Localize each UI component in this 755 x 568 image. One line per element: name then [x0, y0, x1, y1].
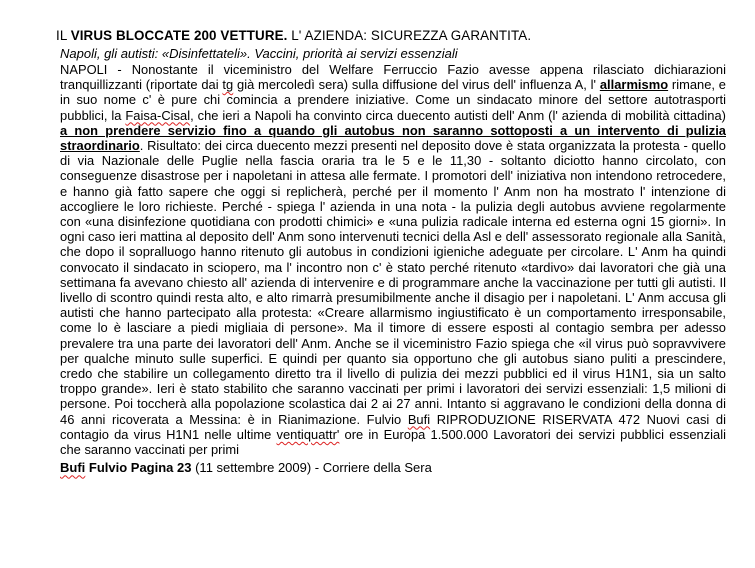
text-segment: , che ieri a Napoli ha convinto circa duecento autisti dell' Anm (l' azienda di mobilità cittadina) [190, 107, 726, 123]
text-segment: NAPOLI - Nonostante il viceministro del Welfare Ferruccio Fazio avesse appena rilasciato dichiarazioni tranquillizzanti (riportate dai [60, 62, 726, 93]
article-body [60, 62, 726, 457]
headline [56, 27, 728, 44]
spellcheck-word: Faisa-Cisal [125, 107, 191, 123]
text-segment: rimane, e in suo nome c' è pure chi comincia a prendere iniziative. Come un sindacato minore del settore autotrasporti pubblici, la [60, 77, 726, 123]
spellcheck-word: ventiquattr' [276, 426, 340, 442]
spellcheck-word: tg [222, 77, 234, 93]
article-document [56, 27, 728, 476]
keyword-allarmismo: allarmismo [599, 77, 669, 93]
spellcheck-word: Bufi [407, 411, 431, 427]
headline-bold: VIRUS BLOCCATE 200 VETTURE. [70, 28, 288, 43]
text-segment: . Risultato: dei circa duecento mezzi presenti nel deposito dove è stata organizzata la protesta - quello di via Nazionale delle Puglie nella fascia oraria tra le 5 e le 11,30 - soltanto diciotto hanno circolato, con conseguenze disastrose per i napoletani in attesa alle fermate. I promotori dell' iniziativa non intendono retrocedere, e hanno già fatto sapere che oggi si replicherà, perché per il momento l' Anm non ha mostrato l' intenzione di accogliere le loro richieste. Perché - spiega l' azienda in una nota - la pulizia degli autobus avviene regolarmente con «una disinfezione quotidiana con prodotti chimici» e «una pulizia radicale interna ed esterna ogni 15 giorni». In ogni caso ieri mattina al deposito dell' Anm sono intervenuti tecnici della Asl e dell' assessorato regionale alla Sanità, che dopo il sopralluogo hanno ritenuto gli autobus in condizioni igieniche adeguate per circolare. L' Anm ha quindi convocato il sindacato in sciopero, ma l' incontro non c' è stato perché ritenuto «tardivo» dai lavoratori che già una settimana fa avevano chiesto all' azienda di intervenire e di programmare anche la vaccinazione per tutti gli autisti. Il livello di scontro quindi resta alto, e alto rimarrà presumibilmente anche il disagio per i napoletani. L' Anm accusa gli autisti che hanno partecipato alla protesta: «Creare allarmismo ingiustificato è un comportamento irresponsabile, come lo è lasciare a piedi migliaia di persone». Ma il timore di essere esposti al contagio sembra per adesso prevalere tra una parte dei lavoratori dell' Anm. Anche se il viceministro Fazio spiega che «il virus può sopravvivere per qualche minuto sulle superfici. E quindi per quanto sia opportuno che gli autobus siano puliti a prescindere, credo che stabilire un collegamento diretto tra il livello di pulizia dei mezzi pubblici ed il virus H1N1, sia un salto troppo grande». Ieri è stato stabilito che saranno vaccinati per primi i lavoratori dei servizi essenziali: 1,5 milioni di persone. Poi toccherà alla popolazione scolastica dai 2 ai 27 anni. Intanto si aggravano le condizioni della donna di 46 anni ricoverata a Messina: è in Rianimazione. Fulvio [60, 138, 726, 427]
emphasis-passage: a non prendere servizio fino a quando gli autobus non saranno sottoposti a un intervento di pulizia straordinario [60, 122, 726, 154]
subtitle: Napoli, gli autisti: «Disinfettateli». Vaccini, priorità ai servizi essenziali [60, 46, 458, 61]
text-segment: RIPRODUZIONE RISERVATA 472 Nuovi casi di contagio da virus H1N1 nelle ultime [60, 411, 726, 442]
text-segment: già mercoledì sera) sulla diffusione del virus dell' influenza A, l' [233, 77, 600, 93]
byline [60, 459, 728, 476]
byline-author-surname: Bufi Fulvio Pagina 23 [60, 460, 192, 476]
headline-prefix: IL [56, 28, 71, 43]
headline-rest: L' AZIENDA: SICUREZZA GARANTITA. [287, 28, 532, 43]
text-segment: ore in Europa 1.500.000 Lavoratori dei servizi pubblici essenziali che saranno vaccinati per primi [60, 426, 726, 458]
byline-date-source: (11 settembre 2009) - Corriere della Sera [191, 460, 432, 476]
